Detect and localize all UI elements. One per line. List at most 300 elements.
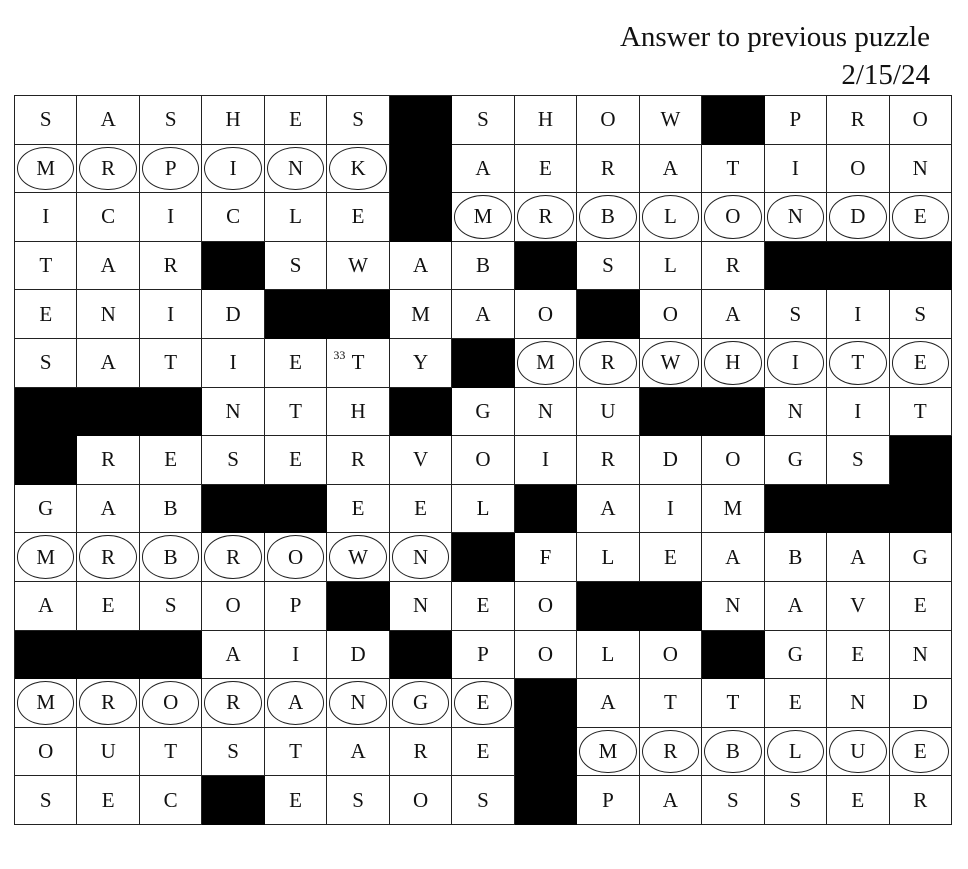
cell-letter: O [662, 301, 678, 326]
cell-letter: I [42, 204, 50, 229]
cell-letter: I [229, 155, 237, 180]
grid-cell [827, 290, 889, 339]
cell-letter: T [913, 398, 927, 423]
cell-letter: E [164, 447, 178, 472]
cell-letter: B [163, 496, 178, 521]
grid-cell [77, 776, 139, 825]
cell-letter: D [662, 447, 678, 472]
grid-cell [202, 339, 264, 388]
grid-cell [327, 485, 389, 534]
grid-cell [77, 436, 139, 485]
grid-cell [140, 145, 202, 194]
grid-cell [765, 533, 827, 582]
puzzle-title: Answer to previous puzzle [619, 21, 930, 53]
cell-letter: N [912, 641, 928, 666]
grid-cell [327, 388, 389, 437]
cell-letter: S [789, 301, 802, 326]
cell-letter: H [225, 107, 241, 132]
grid-cell [515, 339, 577, 388]
black-square [577, 582, 639, 631]
cell-letter: O [537, 593, 554, 618]
black-square [890, 436, 952, 485]
cell-letter: V [850, 593, 866, 618]
grid-cell [827, 582, 889, 631]
grid-cell [827, 96, 889, 145]
cell-letter: A [662, 155, 678, 180]
cell-letter: N [912, 155, 928, 180]
grid-cell [265, 436, 327, 485]
cell-letter: N [288, 155, 304, 180]
cell-letter: O [725, 447, 741, 472]
grid-cell [640, 728, 702, 777]
cell-letter: R [101, 690, 116, 715]
cell-letter: H [725, 350, 741, 375]
grid-cell [15, 776, 77, 825]
cell-letter: S [477, 787, 489, 812]
cell-letter: U [850, 739, 866, 764]
grid-cell [640, 242, 702, 291]
cell-letter: O [600, 107, 616, 132]
grid-cell [890, 193, 952, 242]
cell-letter: S [352, 787, 364, 812]
grid-cell [640, 193, 702, 242]
cell-letter: T [39, 253, 53, 278]
cell-letter: I [791, 350, 799, 375]
grid-cell [390, 339, 452, 388]
grid-cell [827, 631, 889, 680]
grid-cell [390, 582, 452, 631]
cell-letter: I [292, 641, 300, 666]
grid-cell [265, 388, 327, 437]
black-square [577, 290, 639, 339]
grid-cell [577, 485, 639, 534]
grid-cell [202, 145, 264, 194]
grid-cell [640, 679, 702, 728]
grid-cell [265, 582, 327, 631]
cell-letter: L [476, 496, 490, 521]
grid-cell [640, 631, 702, 680]
cell-letter: N [350, 690, 366, 715]
grid-cell [765, 339, 827, 388]
cell-letter: P [789, 107, 802, 132]
grid-cell [515, 631, 577, 680]
grid-cell [452, 388, 514, 437]
cell-letter: N [787, 398, 803, 423]
cell-letter: W [348, 544, 368, 569]
cell-letter: A [850, 544, 866, 569]
cell-letter: L [663, 253, 677, 278]
grid-cell [765, 776, 827, 825]
cell-letter: V [412, 447, 429, 472]
grid-cell [827, 193, 889, 242]
cell-letter: N [850, 690, 866, 715]
grid-cell [765, 679, 827, 728]
black-square [15, 388, 77, 437]
grid-cell [640, 485, 702, 534]
grid-cell [77, 193, 139, 242]
grid-cell [515, 193, 577, 242]
grid-cell [640, 436, 702, 485]
cell-letter: R [101, 544, 116, 569]
cell-letter: A [475, 301, 491, 326]
grid-cell [765, 193, 827, 242]
cell-letter: T [851, 350, 865, 375]
grid-cell [202, 582, 264, 631]
grid-cell [327, 436, 389, 485]
cell-letter: U [100, 739, 116, 764]
cell-letter: C [101, 204, 116, 229]
cell-letter: O [537, 301, 554, 326]
cell-letter: M [411, 301, 430, 326]
cell-letter: A [725, 301, 741, 326]
cell-letter: M [36, 690, 56, 715]
grid-cell [702, 290, 764, 339]
grid-cell [827, 679, 889, 728]
grid-cell [140, 436, 202, 485]
grid-cell [890, 388, 952, 437]
cell-letter: E [101, 787, 115, 812]
cell-letter: A [288, 690, 304, 715]
black-square [202, 242, 264, 291]
cell-letter: E [351, 204, 365, 229]
grid-cell [390, 728, 452, 777]
puzzle-date: 2/15/24 [841, 59, 930, 91]
cell-letter: E [476, 690, 490, 715]
cell-letter: S [727, 787, 739, 812]
grid-cell [452, 679, 514, 728]
grid-cell [702, 582, 764, 631]
grid-cell [827, 776, 889, 825]
cell-letter: T [726, 155, 740, 180]
cell-letter: I [541, 447, 549, 472]
grid-cell [140, 582, 202, 631]
grid-cell [827, 388, 889, 437]
grid-cell [77, 96, 139, 145]
cell-letter: M [36, 544, 56, 569]
cell-letter: R [351, 447, 366, 472]
grid-cell [15, 193, 77, 242]
cell-letter: E [289, 447, 302, 472]
grid-cell [265, 339, 327, 388]
grid-cell [515, 582, 577, 631]
grid-cell [702, 533, 764, 582]
grid-cell [452, 193, 514, 242]
grid-cell [640, 290, 702, 339]
grid-cell [640, 145, 702, 194]
cell-letter: E [351, 496, 365, 521]
grid-cell [202, 193, 264, 242]
black-square [765, 242, 827, 291]
black-square [702, 631, 764, 680]
cell-letter: E [788, 690, 802, 715]
cell-letter: E [289, 107, 302, 132]
black-square [515, 485, 577, 534]
cell-letter: T [164, 350, 178, 375]
black-square [452, 533, 514, 582]
cell-letter: W [660, 107, 681, 132]
grid-cell [890, 631, 952, 680]
cell-letter: O [163, 690, 179, 715]
grid-cell [15, 582, 77, 631]
black-square [515, 776, 577, 825]
grid-cell [827, 533, 889, 582]
grid-cell [390, 776, 452, 825]
grid-cell [765, 145, 827, 194]
grid-cell [202, 679, 264, 728]
cell-letter: E [913, 593, 927, 618]
grid-cell [702, 728, 764, 777]
cell-letter: O [725, 204, 741, 229]
cell-letter: O [662, 641, 678, 666]
grid-cell [390, 485, 452, 534]
grid-cell [140, 776, 202, 825]
cell-letter: I [791, 155, 799, 180]
cell-letter: M [36, 155, 56, 180]
grid-cell [140, 339, 202, 388]
cell-letter: A [100, 350, 116, 375]
cell-letter: N [725, 593, 741, 618]
cell-letter: O [288, 544, 304, 569]
cell-letter: E [476, 593, 490, 618]
cell-letter: E [913, 204, 927, 229]
cell-letter: S [39, 107, 52, 132]
black-square [327, 290, 389, 339]
grid-cell [765, 96, 827, 145]
grid-cell [265, 96, 327, 145]
cell-letter: E [851, 787, 865, 812]
grid-cell [327, 242, 389, 291]
grid-cell [265, 776, 327, 825]
cell-letter: R [101, 155, 116, 180]
black-square [390, 96, 452, 145]
cell-letter: M [536, 350, 555, 375]
grid-cell [640, 339, 702, 388]
grid-cell [15, 485, 77, 534]
cell-letter: R [663, 739, 678, 764]
cell-letter: E [39, 301, 53, 326]
grid-cell [640, 96, 702, 145]
cell-letter: B [163, 544, 178, 569]
grid-cell [327, 96, 389, 145]
cell-letter: A [225, 641, 241, 666]
cell-letter: N [787, 204, 803, 229]
cell-letter: E [414, 496, 427, 521]
cell-letter: B [600, 204, 615, 229]
grid-cell [202, 388, 264, 437]
grid-cell [827, 339, 889, 388]
cell-letter: N [100, 301, 116, 326]
grid-cell [390, 242, 452, 291]
grid-cell [140, 533, 202, 582]
cell-letter: L [601, 544, 615, 569]
grid-cell [577, 339, 639, 388]
cell-letter: T [289, 739, 302, 764]
cell-letter: I [167, 204, 175, 229]
cell-letter: S [227, 447, 239, 472]
cell-letter: R [163, 253, 178, 278]
grid-cell [140, 485, 202, 534]
grid-cell [202, 533, 264, 582]
grid-cell [15, 679, 77, 728]
cell-letter: A [100, 107, 116, 132]
grid-cell [390, 679, 452, 728]
cell-letter: S [289, 253, 302, 278]
cell-letter: R [600, 447, 615, 472]
cell-letter: I [229, 350, 237, 375]
grid-cell [15, 145, 77, 194]
grid-cell [15, 533, 77, 582]
cell-letter: O [850, 155, 866, 180]
grid-cell [515, 388, 577, 437]
grid-cell [202, 728, 264, 777]
grid-cell [827, 728, 889, 777]
grid-cell [140, 679, 202, 728]
grid-cell [15, 290, 77, 339]
grid-cell [77, 339, 139, 388]
cell-letter: U [600, 398, 616, 423]
grid-cell [765, 290, 827, 339]
grid-cell [765, 631, 827, 680]
cell-letter: S [39, 350, 52, 375]
grid-cell [265, 679, 327, 728]
cell-letter: L [289, 204, 302, 229]
grid-cell [577, 388, 639, 437]
cell-letter: W [348, 253, 368, 278]
grid-cell [702, 776, 764, 825]
cell-letter: P [164, 155, 177, 180]
grid-cell [515, 533, 577, 582]
cell-letter: O [38, 739, 54, 764]
cell-letter: K [350, 155, 366, 180]
cell-letter: S [39, 787, 52, 812]
black-square [515, 242, 577, 291]
cell-letter: L [788, 739, 802, 764]
cell-letter: R [600, 155, 615, 180]
cell-letter: S [789, 787, 802, 812]
grid-cell [515, 436, 577, 485]
cell-letter: C [226, 204, 241, 229]
black-square [827, 242, 889, 291]
grid-cell [140, 290, 202, 339]
grid-cell [327, 776, 389, 825]
grid-cell [577, 776, 639, 825]
cell-letter: I [854, 398, 862, 423]
grid-cell [890, 728, 952, 777]
black-square [77, 388, 139, 437]
grid-cell [327, 339, 389, 388]
grid-cell [702, 145, 764, 194]
cell-letter: D [850, 204, 866, 229]
grid-cell [202, 96, 264, 145]
cell-letter: E [663, 544, 677, 569]
grid-cell [265, 242, 327, 291]
grid-cell [77, 290, 139, 339]
grid-cell [515, 96, 577, 145]
black-square [640, 388, 702, 437]
cell-letter: R [600, 350, 615, 375]
grid-cell [140, 193, 202, 242]
cell-letter: M [598, 739, 618, 764]
grid-cell [202, 290, 264, 339]
cell-letter: R [226, 544, 241, 569]
cell-letter: O [475, 447, 491, 472]
cell-letter: A [600, 496, 616, 521]
grid-cell [515, 145, 577, 194]
cell-letter: O [912, 107, 928, 132]
cell-letter: T [663, 690, 677, 715]
cell-letter: I [854, 301, 862, 326]
cell-letter: N [412, 593, 429, 618]
cell-letter: Y [412, 350, 429, 375]
black-square [390, 388, 452, 437]
cell-letter: P [602, 787, 614, 812]
cell-letter: O [537, 641, 554, 666]
grid-cell [890, 582, 952, 631]
grid-cell [827, 436, 889, 485]
black-square [15, 631, 77, 680]
grid-cell [452, 145, 514, 194]
black-square [515, 728, 577, 777]
grid-cell [15, 242, 77, 291]
cell-letter: S [477, 107, 489, 132]
black-square [202, 485, 264, 534]
cell-letter: T [289, 398, 302, 423]
grid-cell [15, 339, 77, 388]
grid-cell [890, 96, 952, 145]
grid-cell [577, 436, 639, 485]
grid-cell [77, 728, 139, 777]
black-square [827, 485, 889, 534]
grid-cell [452, 96, 514, 145]
grid-cell [327, 728, 389, 777]
cell-letter: L [601, 641, 615, 666]
black-square [265, 290, 327, 339]
grid-cell [140, 96, 202, 145]
grid-cell [77, 145, 139, 194]
cell-letter: M [473, 204, 493, 229]
cell-letter: I [666, 496, 674, 521]
grid-cell [890, 679, 952, 728]
cell-letter: B [788, 544, 803, 569]
grid-cell [77, 485, 139, 534]
grid-cell [702, 339, 764, 388]
clue-number: 33 [333, 347, 346, 362]
grid-cell [265, 193, 327, 242]
grid-cell [452, 290, 514, 339]
grid-cell [577, 193, 639, 242]
grid-cell [577, 679, 639, 728]
cell-letter: E [289, 787, 302, 812]
cell-letter: A [100, 496, 116, 521]
grid-cell [327, 631, 389, 680]
cell-letter: I [167, 301, 175, 326]
black-square [390, 145, 452, 194]
grid-cell [765, 582, 827, 631]
grid-cell [15, 96, 77, 145]
grid-cell [452, 485, 514, 534]
cell-letter: O [412, 787, 429, 812]
grid-cell [577, 728, 639, 777]
cell-letter: G [475, 398, 491, 423]
grid-cell [640, 533, 702, 582]
grid-cell [77, 242, 139, 291]
grid-cell [452, 436, 514, 485]
grid-cell [452, 728, 514, 777]
cell-letter: H [537, 107, 554, 132]
cell-letter: L [663, 204, 677, 229]
grid-cell [202, 631, 264, 680]
cell-letter: E [913, 350, 927, 375]
